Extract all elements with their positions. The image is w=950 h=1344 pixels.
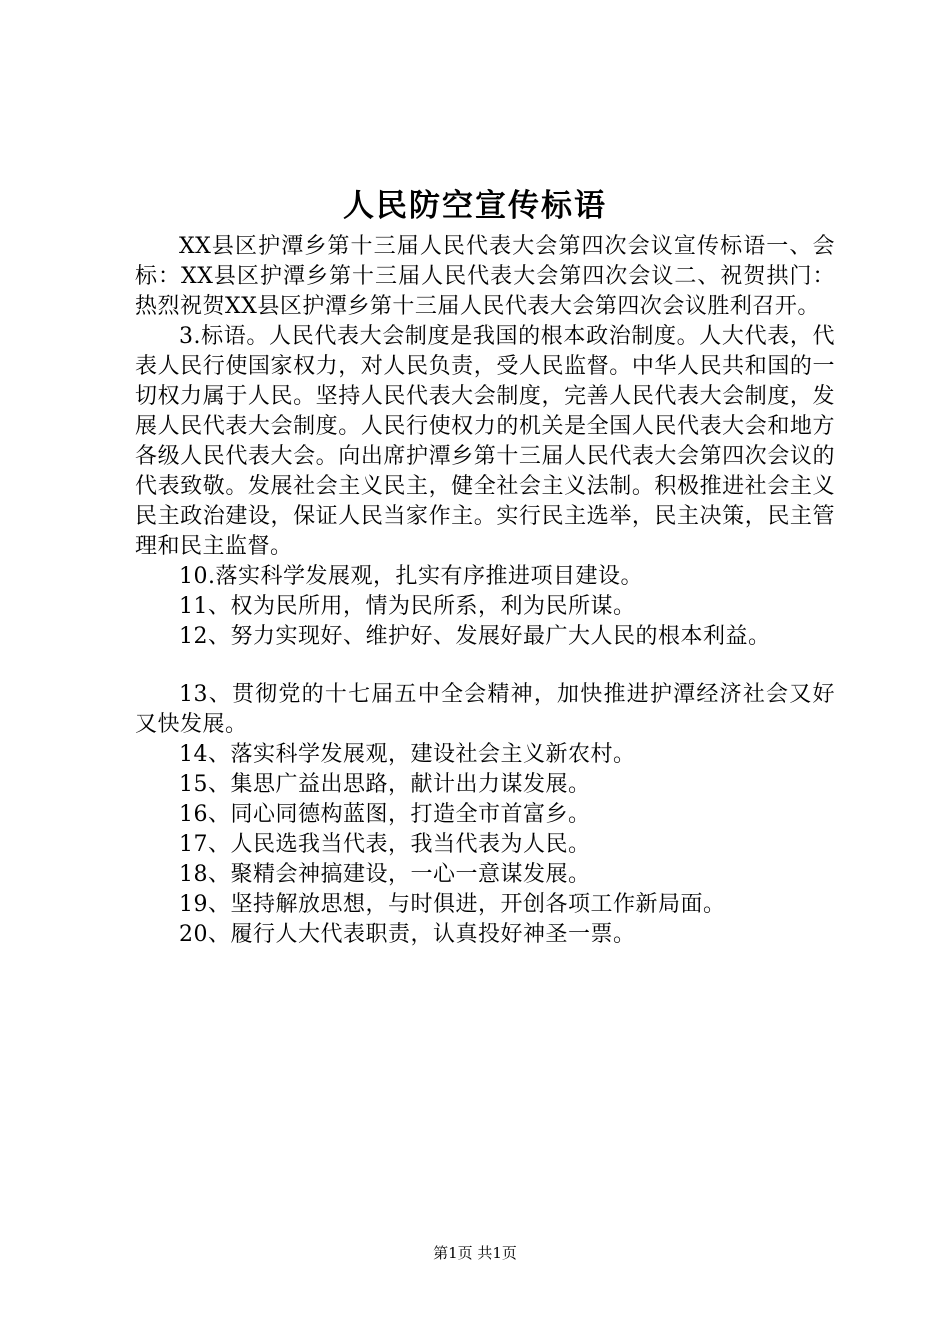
slogan-item-14: 14、落实科学发展观，建设社会主义新农村。 <box>179 742 636 767</box>
slogan-item-19: 19、坚持解放思想，与时俱进，开创各项工作新局面。 <box>179 892 726 917</box>
slogan-item-18: 18、聚精会神搞建设，一心一意谋发展。 <box>179 862 591 887</box>
slogan-item-11: 11、权为民所用，情为民所系，利为民所谋。 <box>179 594 636 619</box>
slogan-item-12: 12、努力实现好、维护好、发展好最广大人民的根本利益。 <box>179 624 771 649</box>
slogan-item-15: 15、集思广益出思路，献计出力谋发展。 <box>179 772 591 797</box>
slogan-item-16: 16、同心同德构蓝图，打造全市首富乡。 <box>179 802 591 827</box>
slogan-item-10: 10.落实科学发展观，扎实有序推进项目建设。 <box>179 564 643 589</box>
paragraph-intro: XX县区护潭乡第十三届人民代表大会第四次会议宣传标语一、会标：XX县区护潭乡第十三届人民代表大会第四次会议二、祝贺拱门：热烈祝贺XX县区护潭乡第十三届人民代表大会第四次会议胜利召开。 <box>135 234 835 319</box>
slogan-item-13: 13、贯彻党的十七届五中全会精神，加快推进护潭经济社会又好又快发展。 <box>135 682 835 737</box>
document-title: 人民防空宣传标语 <box>343 188 607 224</box>
page-footer: 第1页 共1页 <box>433 1244 517 1262</box>
document-body <box>135 232 835 950</box>
slogan-item-20: 20、履行人大代表职责，认真投好神圣一票。 <box>179 922 636 947</box>
slogan-item-17: 17、人民选我当代表，我当代表为人民。 <box>179 832 591 857</box>
paragraph-slogans: 3.标语。人民代表大会制度是我国的根本政治制度。人大代表，代表人民行使国家权力，对人民负责，受人民监督。中华人民共和国的一切权力属于人民。坚持人民代表大会制度，完善人民代表大会制度，发展人民代表大会制度。人民行使权力的机关是全国人民代表大会和地方各级人民代表大会。向出席护潭乡第十三届人民代表大会第四次会议的代表致敬。发展社会主义民主，健全社会主义法制。积极推进社会主义民主政治建设，保证人民当家作主。实行民主选举，民主决策，民主管理和民主监督。 <box>135 324 835 559</box>
